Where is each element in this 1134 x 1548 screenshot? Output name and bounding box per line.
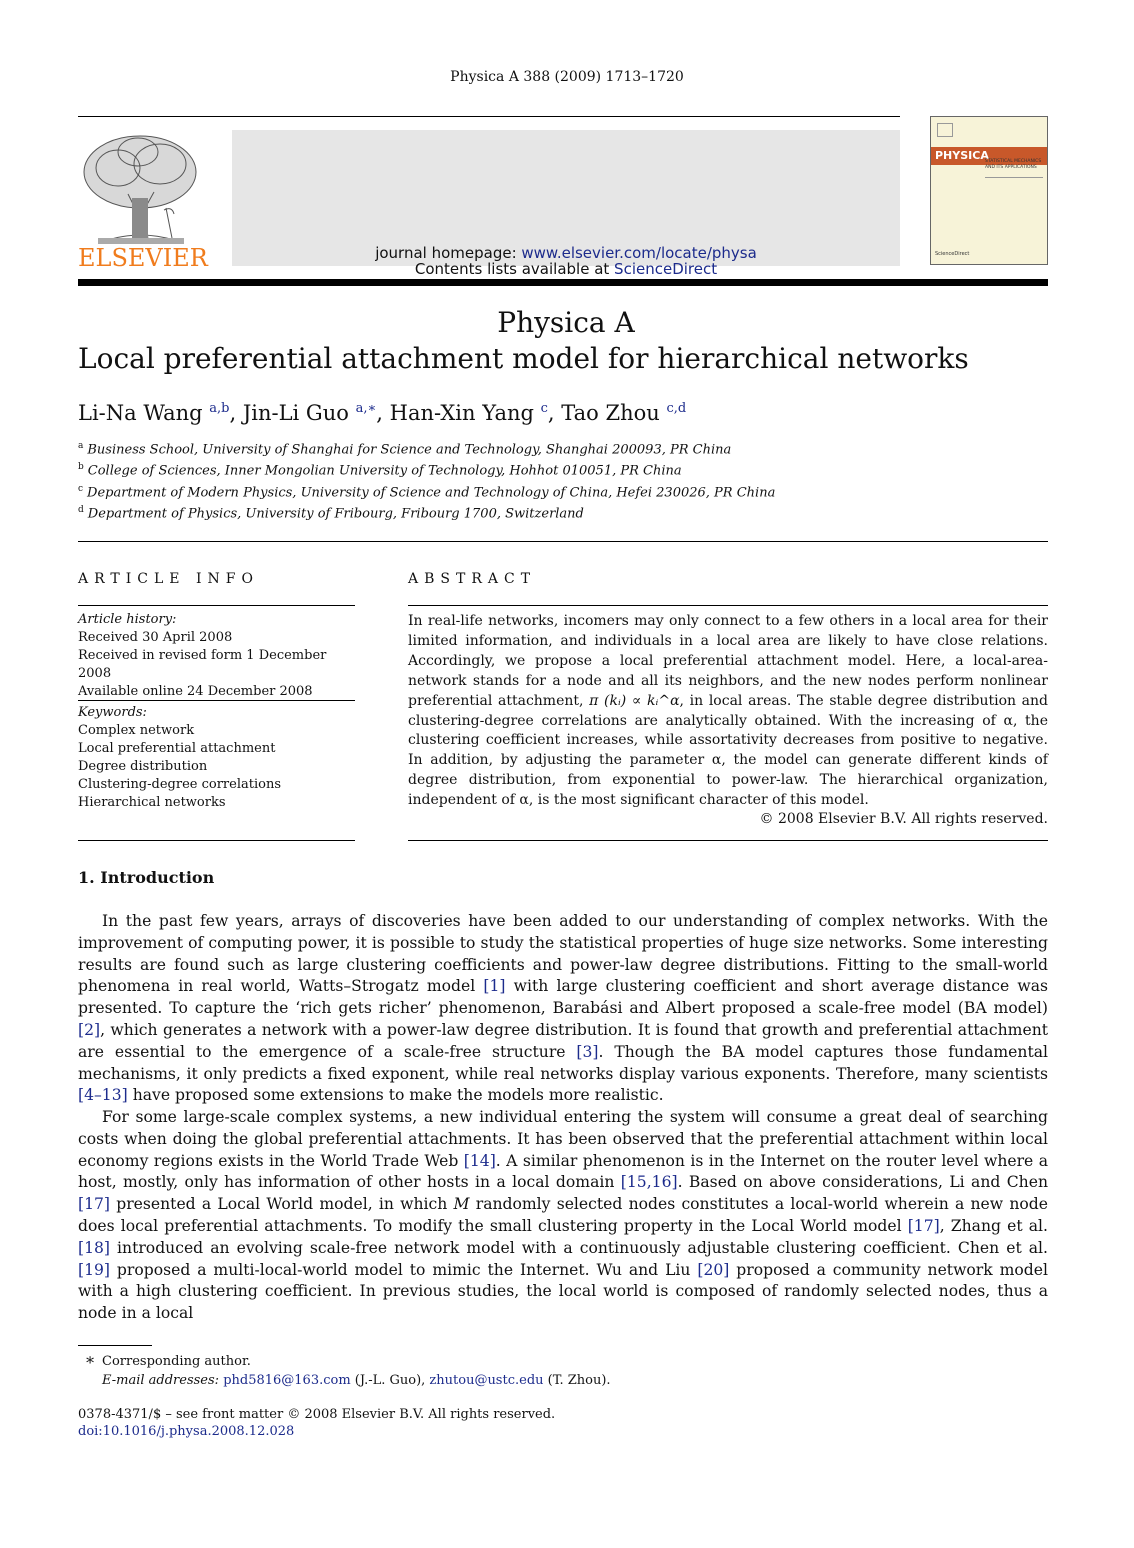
publisher-wordmark: ELSEVIER [78,244,208,272]
body-text: . A similar phenomenon is in the Internet on the router level where a host, mostly, only has information of other hosts in a local domain [78,1151,1048,1192]
affiliation [78,437,731,459]
author-name: Li-Na Wang [78,401,203,425]
cover-badge-icon [937,123,953,137]
affiliation-text: Department of Physics, University of Fribourg, Fribourg 1700, Switzerland [87,506,584,522]
contents-available-line [232,260,900,278]
article-info-rule [78,700,355,701]
section-divider [78,541,1048,542]
citation-link[interactable]: [17] [78,1195,111,1214]
history-item: Received in revised form 1 December 2008 [78,648,327,681]
history-label: Article history: [78,612,177,627]
affiliation-label: d [78,505,84,515]
keyword-item: Clustering-degree correlations [78,777,281,792]
cover-rule [985,177,1043,178]
footnote-rule [78,1345,152,1346]
abstract-text-part: In real-life networks, incomers may only connect to a few others in a local area for their limited information, and individuals in a local area are likely to have close relations. Accordingly, we propose a local preferential attachment model. Here, a local-area-network stands for a node and all its neighbors, and the new nodes perform nonlinear preferential attachment, [408,613,1048,709]
author-separator: , [547,401,562,425]
cover-footer: ScienceDirect [935,251,970,257]
article-info-rule [78,605,355,606]
email-label: E-mail addresses: [102,1373,220,1388]
affiliation [78,501,584,523]
affiliation-text: College of Sciences, Inner Mongolian University of Technology, Hohhot 010051, PR China [87,463,682,479]
abstract-formula: π (kᵢ) ∝ kᵢ^α [589,692,680,709]
contents-prefix: Contents lists available at [414,260,615,278]
math-variable: M [453,1195,470,1214]
history-item: Received 30 April 2008 [78,630,233,645]
author-affiliation-sup[interactable]: c,d [666,401,687,416]
email-owner: (T. Zhou). [543,1373,611,1388]
body-text: , which generates a network with a power-law degree distribution. It is found that growth and preferential attachment are essential to the emergence of a scale-free structure [78,1020,1048,1061]
footnote-line [78,1371,611,1390]
author-name: Tao Zhou [561,401,660,425]
keyword-item: Degree distribution [78,759,208,774]
body-text: presented a Local World model, in which [110,1195,454,1214]
email-owner: (J.-L. Guo), [350,1373,430,1388]
body-text: . Though the BA model captures those fundamental mechanisms, it only predicts a fixed exponent, while real networks display various exponents. Therefore, many scientists [78,1042,1048,1083]
affiliation-label: a [78,441,84,451]
header-top-rule [78,116,900,117]
affiliation [78,458,682,480]
author-affiliation-sup[interactable]: c [540,401,548,416]
journal-reference: Physica A 388 (2009) 1713–1720 [450,69,684,85]
introduction-paragraph [78,1107,1048,1325]
article-info-bottom-rule [78,840,355,841]
corresponding-author-footnote [78,1350,611,1390]
author-separator: , [229,401,243,425]
email-link[interactable]: phd5816@163.com [223,1373,351,1388]
affiliation-label: c [78,484,84,494]
article-title: Local preferential attachment model for hierarchical networks [78,342,969,375]
affiliation-text: Business School, University of Shanghai for Science and Technology, Shanghai 200093, PR China [87,442,732,458]
author-list [78,394,686,428]
introduction-paragraph [78,911,1048,1107]
body-text: proposed a community network model with a high clustering coefficient. In previous studies, the local world is composed of randomly selected nodes, thus a node in a local [78,1260,1048,1323]
history-item: Available online 24 December 2008 [78,684,313,699]
footnote-marker: ∗ [84,1350,96,1369]
sciencedirect-link[interactable]: ScienceDirect [614,260,718,278]
journal-homepage-link[interactable]: www.elsevier.com/locate/physa [521,244,757,262]
body-text: In the past few years, arrays of discoveries have been added to our understanding of complex networks. With the improvement of computing power, it is possible to study the statistical properties of huge size networks. Some interesting results are found such as large clustering coefficients and power-law degree distributions. Fitting to the small-world phenomena in real world, Watts–Strogatz model [78,912,1048,996]
affiliation-text: Department of Modern Physics, University of Science and Technology of China, Hefei 230026, PR China [87,485,776,501]
citation-link[interactable]: [19] [78,1260,111,1279]
abstract-bottom-rule [408,840,1048,841]
citation-link[interactable]: [20] [697,1260,730,1279]
body-text: . Based on above considerations, Li and Chen [677,1173,1048,1192]
keywords-label: Keywords: [78,705,147,720]
corresponding-label: Corresponding author. [102,1354,251,1369]
author-separator: , [376,401,390,425]
abstract-rule [408,605,1048,606]
introduction-heading: 1. Introduction [78,868,215,887]
footnote-line [78,1350,611,1371]
citation-link[interactable]: [3] [576,1042,599,1061]
citation-link[interactable]: [18] [78,1238,111,1257]
cover-subtitle: STATISTICAL MECHANICS AND ITS APPLICATIONS [985,159,1042,170]
author-affiliation-sup[interactable]: a,∗ [355,401,377,416]
elsevier-logo[interactable] [78,130,208,272]
body-text: with large clustering coefficient and short average distance was presented. To capture the ‘rich gets richer’ phenomenon, Barabási and Albert proposed a scale-free model (BA model) [78,977,1048,1018]
journal-banner [232,130,900,339]
body-text: have proposed some extensions to make the models more realistic. [127,1086,664,1105]
abstract-heading: ABSTRACT [408,571,537,587]
cover-title: PHYSICA [935,149,989,162]
abstract-text-part: , in local areas. The stable degree distribution and clustering-degree correlations are analytically obtained. With the increasing of α, the clustering coefficient increases, while assortativity decreases from positive to negative. In addition, by adjusting the parameter α, the model can generate different kinds of degree distribution, from exponential to power-law. The hierarchical organization, independent of α, is the most significant character of this model. [408,692,1049,809]
citation-link[interactable]: [1] [483,977,506,996]
author-name: Han-Xin Yang [389,401,534,425]
homepage-prefix: journal homepage: [375,244,522,262]
citation-link[interactable]: [15,16] [620,1173,678,1192]
journal-title: Physica A [497,306,635,339]
body-text: introduced an evolving scale-free network model with a continuously adjustable clustering coefficient. Chen et al. [110,1238,1048,1257]
abstract-body [408,612,1048,811]
journal-cover-thumbnail[interactable] [930,116,1048,265]
doi-link[interactable]: doi:10.1016/j.physa.2008.12.028 [78,1424,295,1439]
citation-link[interactable]: [4–13] [78,1086,128,1105]
front-matter [78,1406,555,1440]
citation-link[interactable]: [2] [78,1020,101,1039]
citation-link[interactable]: [14] [463,1151,496,1170]
body-text: randomly selected nodes constitutes a local-world wherein a new node does local preferential attachments. To modify the small clustering property in the Local World model [78,1195,1048,1235]
affiliation [78,480,775,502]
issn-line: 0378-4371/$ – see front matter © 2008 Elsevier B.V. All rights reserved. [78,1407,556,1422]
keyword-item: Hierarchical networks [78,795,226,810]
article-history [78,611,355,701]
body-text: proposed a multi-local-world model to mimic the Internet. Wu and Liu [110,1260,698,1279]
citation-link[interactable]: [17] [907,1216,940,1235]
body-text: For some large-scale complex systems, a new individual entering the system will consume a great deal of searching costs when doing the global preferential attachments. It has been observed that the preferential attachment within local economy regions exists in the World Trade Web [78,1108,1048,1170]
keywords-block [78,704,355,812]
keyword-item: Local preferential attachment [78,741,276,756]
journal-homepage-line [232,244,900,262]
author-affiliation-sup[interactable]: a,b [209,401,230,416]
abstract-copyright: © 2008 Elsevier B.V. All rights reserved. [759,811,1048,827]
keyword-item: Complex network [78,723,195,738]
email-link[interactable]: zhutou@ustc.edu [429,1373,544,1388]
author-name: Jin-Li Guo [242,401,349,425]
affiliation-label: b [78,462,84,472]
header-thick-rule [78,279,1048,286]
body-text: , Zhang et al. [939,1216,1048,1235]
article-info-heading: ARTICLE INFO [78,571,259,587]
